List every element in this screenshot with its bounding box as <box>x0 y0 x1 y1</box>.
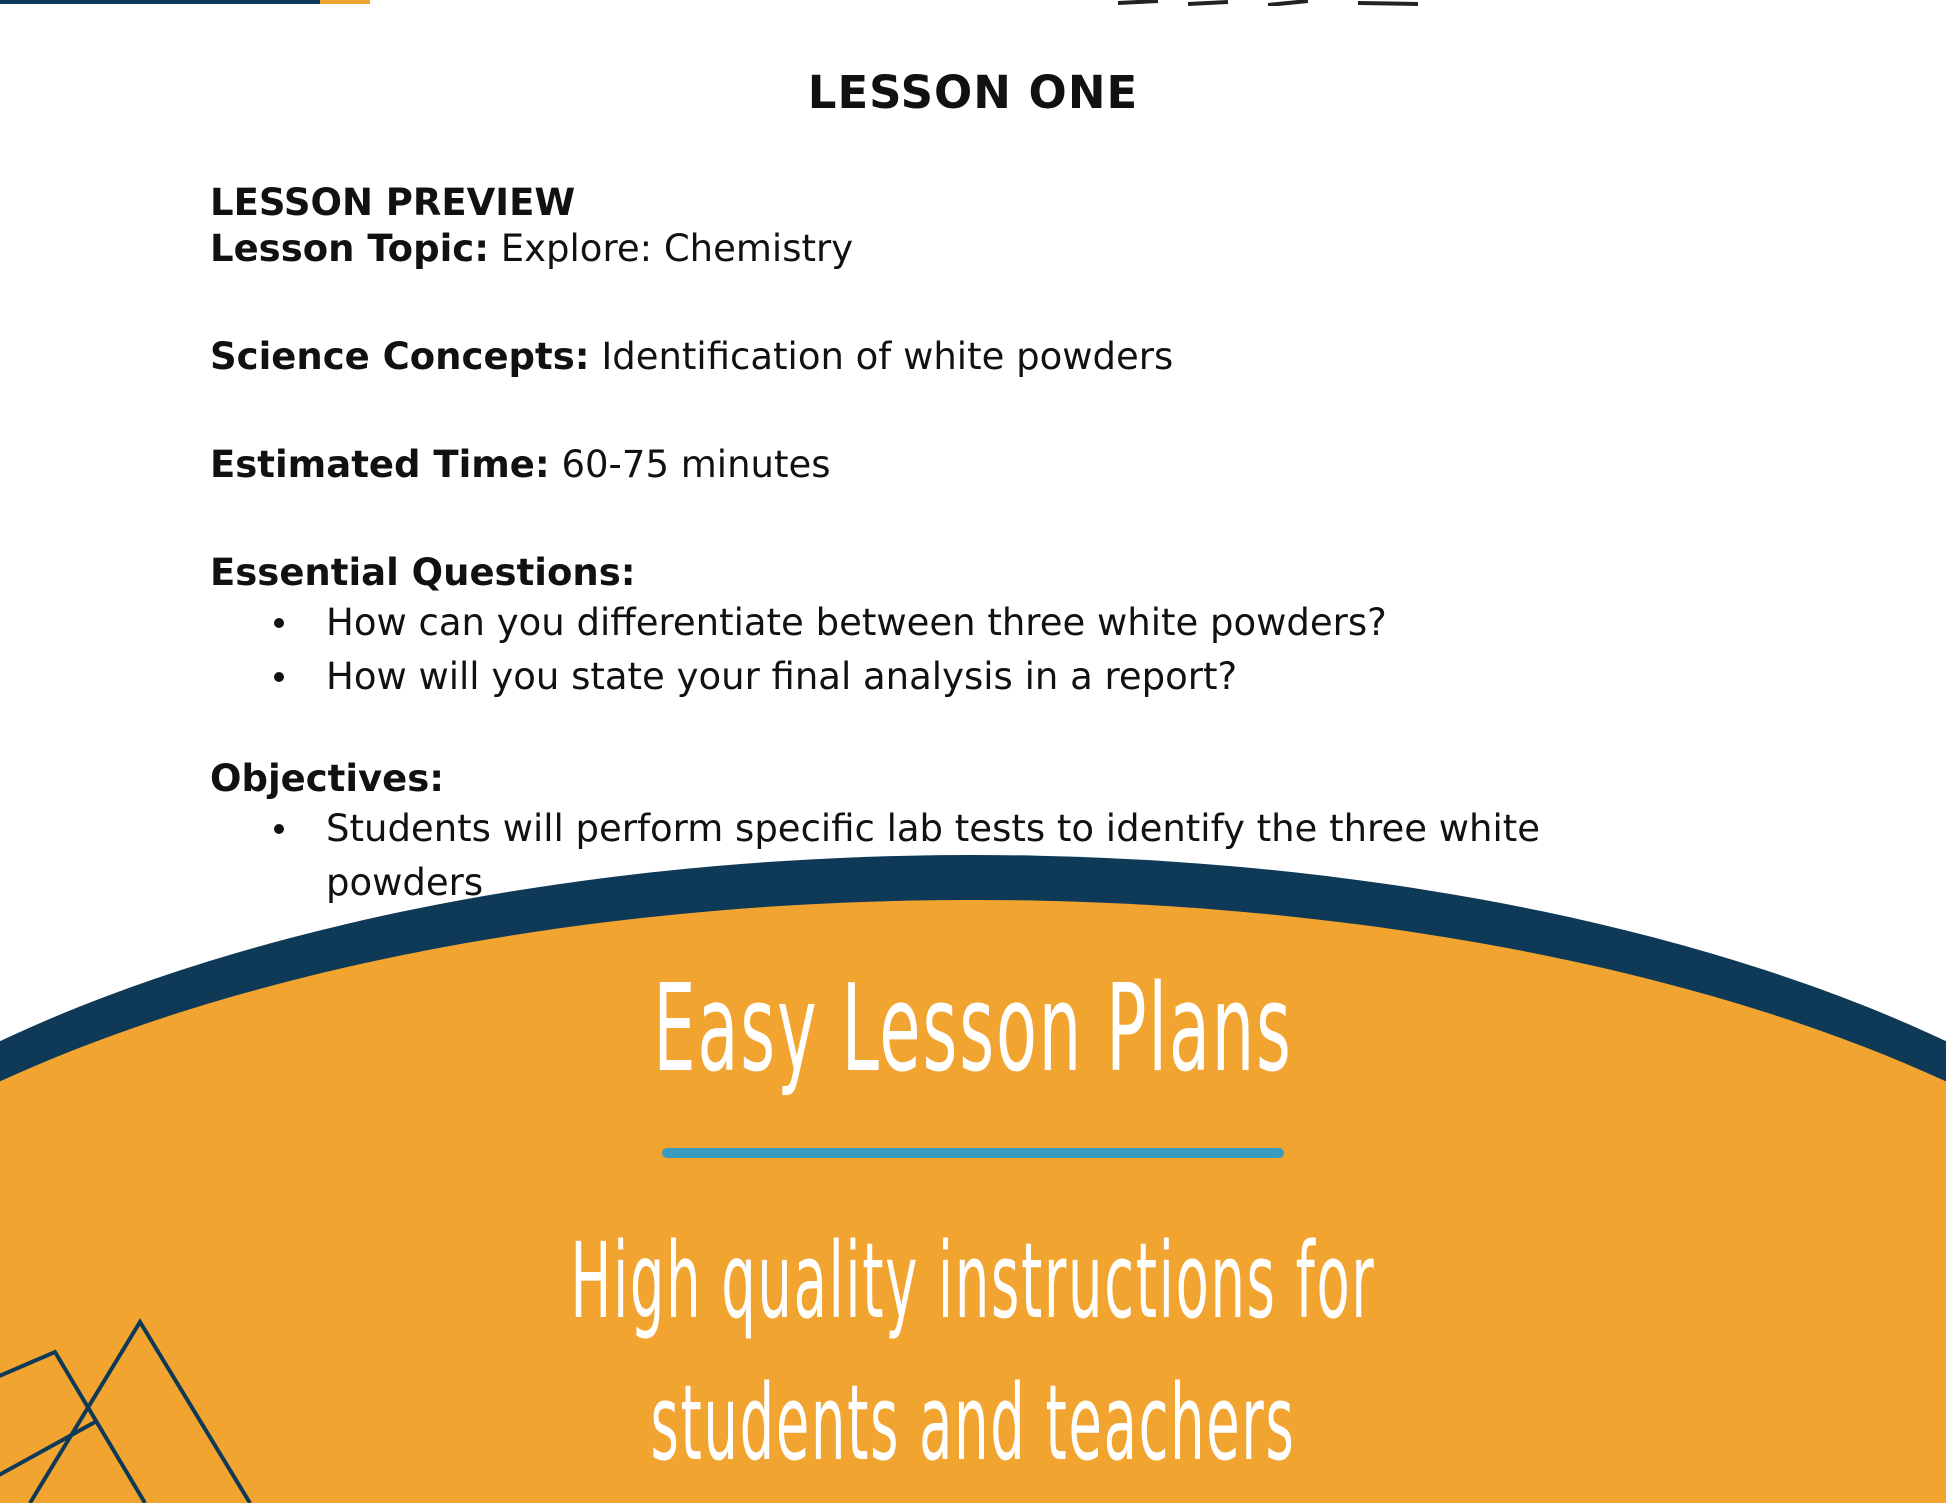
banner-subtitle <box>409 1210 1538 1494</box>
field-label: Science Concepts: <box>210 335 590 378</box>
banner-underline <box>662 1148 1284 1158</box>
list-item: How will you state your final analysis in a report? <box>210 650 1660 704</box>
list-item: Students will perform specific lab tests to identify the three white <box>210 802 1660 856</box>
field-value: Explore: Chemistry <box>500 227 854 270</box>
lesson-preview-heading: LESSON PREVIEW <box>210 181 576 224</box>
banner-subtitle-line-2: students and teachers <box>650 1362 1296 1484</box>
banner-title: Easy Lesson Plans <box>653 960 1293 1099</box>
objectives-heading: Objectives: <box>210 757 445 800</box>
field-value: Identification of white powders <box>601 335 1174 378</box>
banner-subtitle-line-1: High quality instructions for <box>570 1220 1376 1342</box>
field-value: 60-75 minutes <box>561 443 831 486</box>
field-label: Estimated Time: <box>210 443 550 486</box>
list-item: How can you differentiate between three white powders? <box>210 596 1660 650</box>
essential-questions-heading: Essential Questions: <box>210 551 636 594</box>
field-label: Lesson Topic: <box>210 227 489 270</box>
list-item-continuation: powders <box>326 861 484 904</box>
lesson-title: LESSON ONE <box>807 66 1139 119</box>
